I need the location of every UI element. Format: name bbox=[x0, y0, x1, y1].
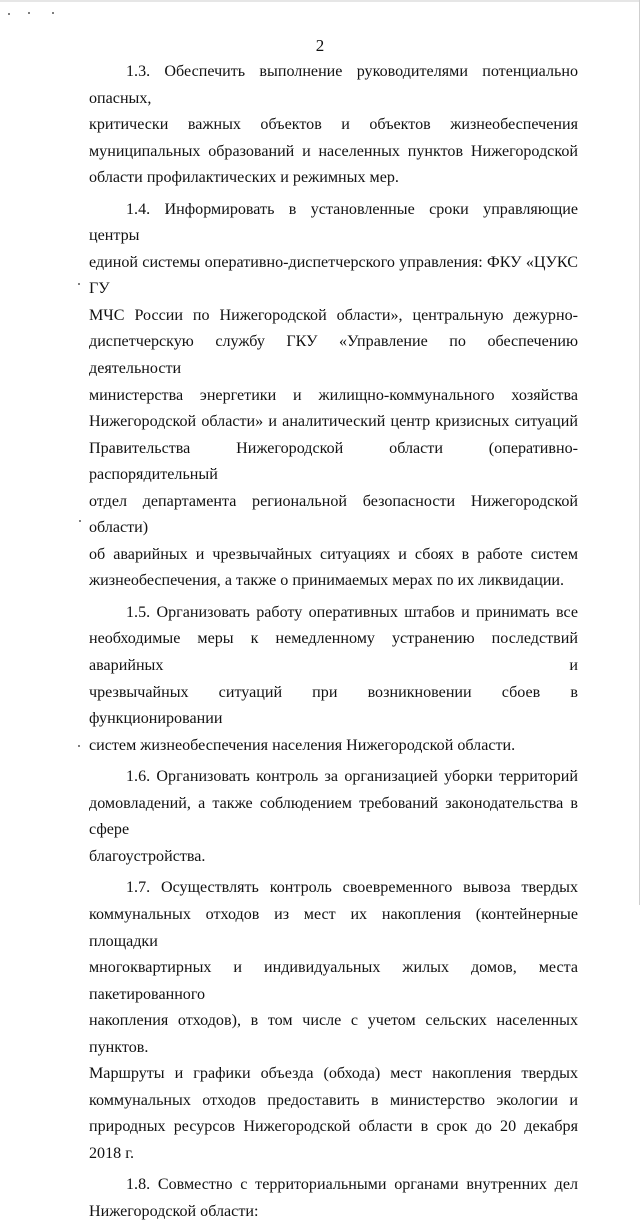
paragraph-line: единой системы оперативно-диспетчерского управления: ФКУ «ЦУКС ГУ bbox=[89, 253, 578, 298]
paragraph-line: 1.6. Организовать контроль за организацией уборки территорий bbox=[126, 768, 578, 786]
scan-speck bbox=[78, 745, 80, 747]
paragraph-line: домовладений, а также соблюдением требований законодательства в сфере bbox=[89, 794, 578, 839]
paragraph-1-6 bbox=[89, 764, 578, 870]
paragraph-line: 1.5. Организовать работу оперативных штабов и принимать все bbox=[126, 603, 578, 621]
paragraph-line: 1.8. Совместно с территориальными органами внутренних дел bbox=[126, 1176, 578, 1194]
paragraph-line: Правительства Нижегородской области (оперативно-распорядительный bbox=[89, 439, 578, 484]
scan-speck bbox=[79, 520, 81, 522]
paragraph-line: Маршруты и графики объезда (обхода) мест накопления твердых bbox=[89, 1065, 578, 1083]
paragraph-1-5 bbox=[89, 600, 578, 759]
paragraph-line: критически важных объектов и объектов жизнеобеспечения bbox=[89, 116, 578, 134]
paragraph-1-7 bbox=[89, 875, 578, 1167]
paragraph-line: коммунальных отходов предоставить в министерство экологии и bbox=[89, 1091, 578, 1109]
paragraph-line: систем жизнеобеспечения населения Нижегородской области. bbox=[89, 736, 516, 754]
paragraph-line: 1.4. Информировать в установленные сроки управляющие центры bbox=[89, 200, 578, 245]
paragraph-line: МЧС России по Нижегородской области», центральную дежурно- bbox=[89, 306, 578, 324]
paragraph-line: природных ресурсов Нижегородской области в срок до 20 декабря 2018 г. bbox=[89, 1118, 578, 1162]
paragraph-line: благоустройства. bbox=[89, 847, 206, 865]
paragraph-line: муниципальных образований и населенных пунктов Нижегородской bbox=[89, 142, 578, 160]
paragraph-line: необходимые меры к немедленному устранению последствий аварийных и bbox=[89, 630, 578, 675]
paragraph-line: области профилактических и режимных мер. bbox=[89, 169, 399, 187]
paragraph-line: Нижегородской области» и аналитический центр кризисных ситуаций bbox=[89, 413, 578, 431]
paragraph-line: многоквартирных и индивидуальных жилых домов, места пакетированного bbox=[89, 959, 578, 1003]
scan-speck bbox=[28, 12, 30, 14]
paragraph-line: об аварийных и чрезвычайных ситуациях и сбоях в работе систем bbox=[89, 545, 578, 563]
paragraph-line: 1.3. Обеспечить выполнение руководителями потенциально опасных, bbox=[89, 63, 578, 107]
paragraph-1-8 bbox=[89, 1172, 578, 1225]
paragraph-line: диспетчерскую службу ГКУ «Управление по обеспечению деятельности bbox=[89, 333, 578, 378]
paragraph-1-3 bbox=[89, 59, 578, 192]
page-number: 2 bbox=[315, 36, 325, 55]
paragraph-line: жизнеобеспечения, а также о принимаемых мерах по их ликвидации. bbox=[89, 572, 565, 590]
scan-speck bbox=[8, 13, 10, 15]
scan-speck bbox=[78, 283, 80, 285]
paragraph-line: отдел департамента региональной безопасности Нижегородской области) bbox=[89, 492, 578, 537]
paragraph-line: Нижегородской области: bbox=[89, 1202, 259, 1220]
paragraph-line: чрезвычайных ситуаций при возникновении сбоев в функционировании bbox=[89, 683, 578, 728]
document-body bbox=[89, 59, 578, 1231]
scan-speck bbox=[52, 12, 54, 14]
paragraph-line: накопления отходов), в том числе с учетом сельских населенных пунктов. bbox=[89, 1012, 578, 1056]
paragraph-1-4 bbox=[89, 197, 578, 595]
scan-top-edge bbox=[0, 0, 640, 2]
paragraph-line: министерства энергетики и жилищно-коммунального хозяйства bbox=[89, 386, 578, 404]
paragraph-line: 1.7. Осуществлять контроль своевременного вывоза твердых bbox=[126, 879, 578, 897]
paragraph-line: коммунальных отходов из мест их накопления (контейнерные площадки bbox=[89, 905, 578, 950]
